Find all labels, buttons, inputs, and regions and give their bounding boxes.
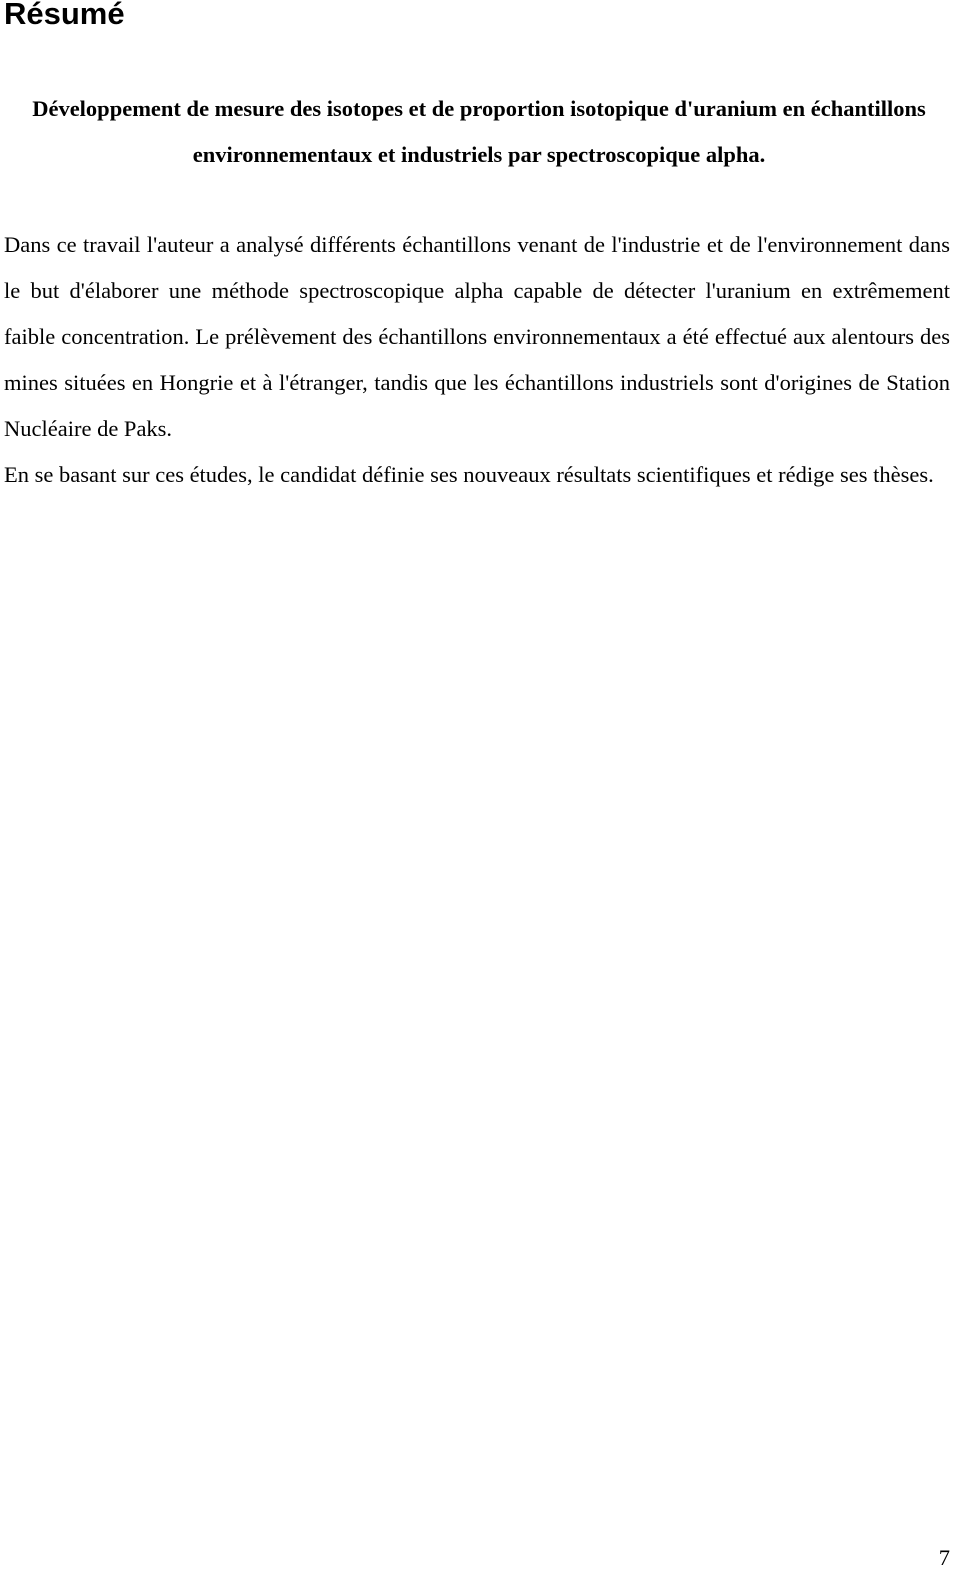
page-number: 7: [938, 1545, 950, 1570]
abstract-body: [4, 222, 950, 498]
page-heading: Résumé: [4, 0, 125, 31]
document-title: Développement de mesure des isotopes et de proportion isotopique d'uranium en échantillons environnementaux et industriels par spectroscopique alpha.: [32, 96, 926, 167]
abstract-paragraph-2: En se basant sur ces études, le candidat définie ses nouveaux résultats scientifiques et rédige ses thèses.: [4, 462, 934, 487]
abstract-paragraph-1: Dans ce travail l'auteur a analysé différents échantillons venant de l'industrie et de l'environnement dans le but d'élaborer une méthode spectroscopique alpha capable de détecter l'uranium en extrêmement faible concentration. Le prélèvement des échantillons environnementaux a été effectué aux alentours des mines situées en Hongrie et à l'étranger, tandis que les échantillons industriels sont d'origines de Station Nucléaire de Paks.: [4, 232, 950, 441]
